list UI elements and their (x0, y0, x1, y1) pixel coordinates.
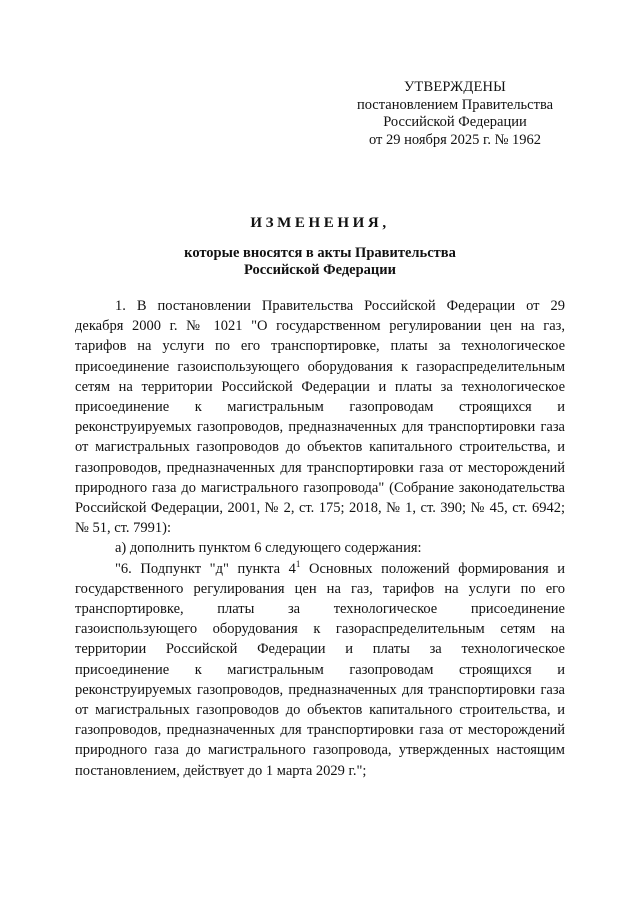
paragraph-3-end: Основных положений формирования и государственного регулирования цен на газ, тарифов на услуги по его транспортировке, платы за технологическое присоединение газоиспользующего оборудования к газораспределительным сетям на территории Российской Федерации и платы за технологическое присоединение к магистральным газопроводам строящихся и реконструируемых газопроводов, предназначенных для транспортировки газа от магистральных газопроводов до объектов капитального строительства, и газопроводов, предназначенных для транспортировки газа от месторождений природного газа до магистрального газопровода, утвержденных настоящим постановлением, действует до 1 марта 2029 г."; (75, 560, 565, 779)
document-body (75, 296, 565, 781)
paragraph-3-superscript: 1 (295, 558, 301, 569)
paragraph-1: 1. В постановлении Правительства Российской Федерации от 29 декабря 2000 г. № 1021 "О государственном регулировании цен на газ, тарифов на услуги по его транспортировке, платы за технологическое присоединение газоиспользующего оборудования к газораспределительным сетям на территории Российской Федерации и платы за технологическое присоединение к магистральным газопроводам строящихся и реконструируемых газопроводов, предназначенных для транспортировки газа от магистральных газопроводов до объектов капитального строительства, и газопроводов, предназначенных для транспортировки газа от месторождений природного газа до магистрального газопровода" (Собрание законодательства Российской Федерации, 2001, № 2, ст. 175; 2018, № 1, ст. 390; № 45, ст. 6942; № 51, ст. 7991): (75, 298, 565, 537)
approval-title: УТВЕРЖДЕНЫ (403, 79, 507, 95)
subtitle-line-2: Российской Федерации (243, 262, 396, 279)
approval-line-2: Российской Федерации (383, 114, 527, 131)
document-title: ИЗМЕНЕНИЯ, (250, 215, 390, 231)
approval-stamp (330, 79, 580, 149)
document-subtitle (75, 245, 565, 280)
paragraph-3 (75, 559, 565, 781)
paragraph-3-start: "6. Подпункт "д" пункта 4 (115, 560, 296, 577)
subtitle-line-1: которые вносятся в акты Правительства (184, 245, 456, 261)
paragraph-2: а) дополнить пунктом 6 следующего содержания: (115, 540, 422, 557)
approval-line-1: постановлением Правительства (356, 96, 554, 113)
approval-line-3: от 29 ноября 2025 г. № 1962 (368, 131, 542, 148)
